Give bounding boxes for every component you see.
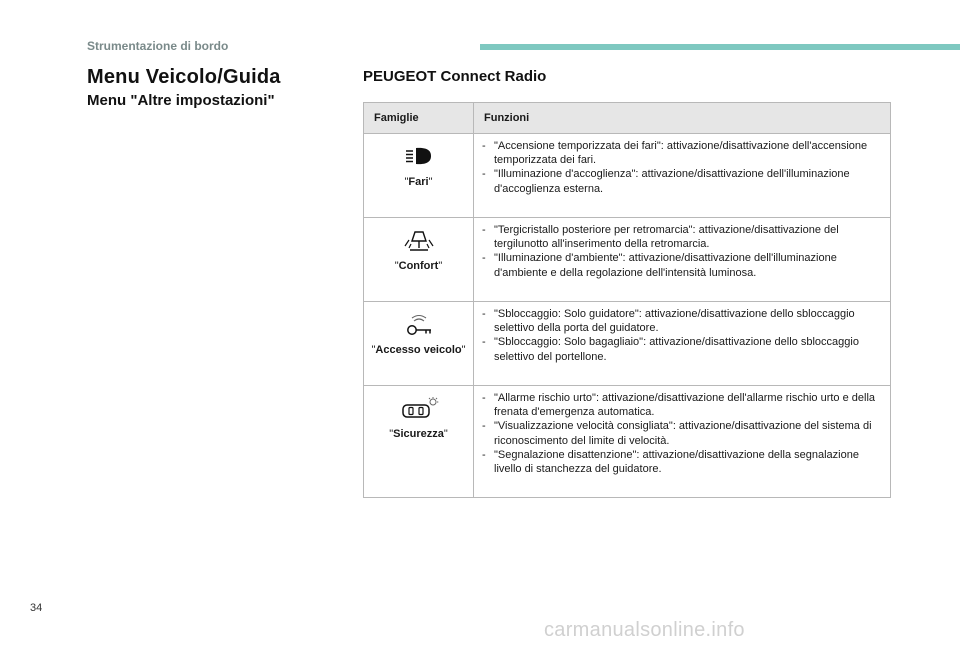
functions-cell <box>474 386 891 498</box>
table-row <box>364 134 891 218</box>
column-header-funzioni: Funzioni <box>474 103 891 134</box>
family-label: Confort <box>398 260 439 272</box>
key-signal-icon <box>364 312 473 338</box>
table-header-row <box>364 103 891 134</box>
table-row <box>364 218 891 302</box>
functions-cell <box>474 134 891 218</box>
column-header-famiglie: Famiglie <box>364 103 474 134</box>
list-item: - "Segnalazione disattenzione": attivazione/disattivazione della segnalazione livello di stanchezza del guidatore. <box>482 448 859 476</box>
family-cell: "Sicurezza" <box>364 386 474 498</box>
family-cell: "Accesso veicolo" <box>364 302 474 386</box>
watermark: carmanualsonline.info <box>544 619 745 641</box>
page-number: 34 <box>30 602 43 614</box>
functions-cell <box>474 218 891 302</box>
list-item: - "Sbloccaggio: Solo guidatore": attivazione/disattivazione dello sbloccaggio selettivo della porta del guidatore. <box>482 308 855 335</box>
table-title: PEUGEOT Connect Radio <box>363 68 547 85</box>
list-item: - "Tergicristallo posteriore per retromarcia": attivazione/disattivazione del tergilunotto all'inserimento della retromarcia. <box>482 224 839 251</box>
page-title: Menu Veicolo/Guida <box>87 66 281 88</box>
functions-cell <box>474 302 891 386</box>
table-row <box>364 302 891 386</box>
family-cell: "Confort" <box>364 218 474 302</box>
page-subtitle: Menu "Altre impostazioni" <box>87 92 275 109</box>
section-header: Strumentazione di bordo <box>87 39 229 53</box>
headlight-icon <box>364 144 473 170</box>
family-label: Accesso veicolo <box>375 344 462 356</box>
car-safety-icon <box>364 396 473 422</box>
family-label: Fari <box>408 176 429 188</box>
list-item: - "Accensione temporizzata dei fari": attivazione/disattivazione dell'accensione temporizzata dei fari. <box>482 140 868 167</box>
list-item: - "Sbloccaggio: Solo bagagliaio": attivazione/disattivazione dello sbloccaggio selettivo del portellone. <box>482 336 859 363</box>
functions-table <box>363 102 891 498</box>
header-accent-bar <box>480 44 960 50</box>
list-item: - "Illuminazione d'ambiente": attivazione/disattivazione dell'illuminazione d'ambiente e della regolazione dell'intensità luminosa. <box>482 252 837 279</box>
table-row <box>364 386 891 498</box>
family-label: Sicurezza <box>393 428 444 440</box>
list-item: - "Illuminazione d'accoglienza": attivazione/disattivazione dell'illuminazione d'accoglienza esterna. <box>482 168 850 195</box>
list-item: - "Visualizzazione velocità consigliata": attivazione/disattivazione del sistema di riconoscimento del limite di velocità. <box>482 420 872 447</box>
list-item: - "Allarme rischio urto": attivazione/disattivazione dell'allarme rischio urto e della frenata d'emergenza automatica. <box>482 392 876 419</box>
lamp-icon <box>364 228 473 254</box>
family-cell: "Fari" <box>364 134 474 218</box>
